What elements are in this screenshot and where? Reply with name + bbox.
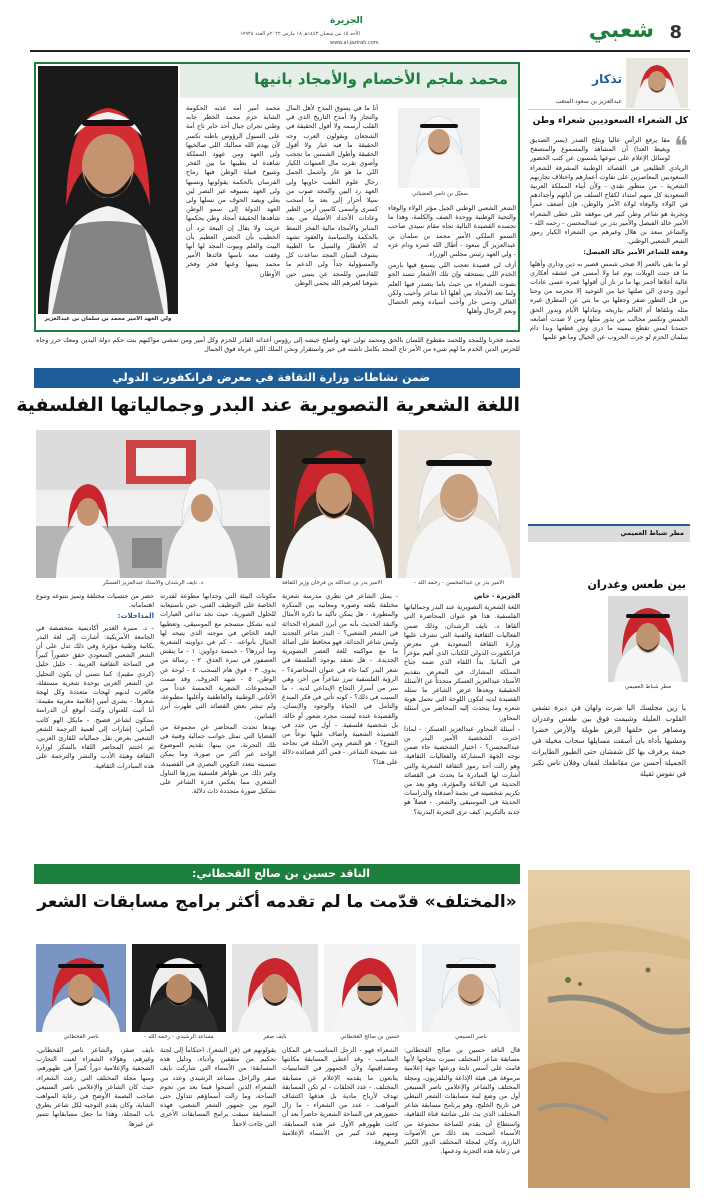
article-title-band: [180, 64, 518, 98]
culture-col-4-text-b: - د. منيرة الغدير أكاديمية متخصصة في الجامعة الأمريكية: أشارت إلى لغة البدر بكاتبة وطنية مؤثرة وفي ذلك تدل على أن الشعر الشعبي السعودي حقق حضوراً كبيراً في الساحة الثقافية العربية. - خليل خليل (كردي مقيم): كما نتمنى أن يكون التحليل عن الشعر العربي بوحدة شعرية مستقلة، فالعرب لديهم لهجات متعددة وكل لهجة شعرها. - بشرى أمين إعلامية مغربية مقيمة: أنا أثبت للعنوان وكنت أتوقع أن الدراسة ستكون لشاعر فصيح. - مايكل الهو كاتب ألماني: إشارات إلى أهمية الترجمة للشعر الشعبي بغرض نقل جمالياته للقارئ الغربي. ثم اختتم المحاضر اللقاء بالشكر لوزارة الثقافة وهيئة الأدب والنشر والترجمة على هذه المبادرات الثقافية.: [36, 623, 154, 770]
critic-col-4: نايف صقر، والشاعر ناصر القحطاني، وغيرهم، وهؤلاء الشعراء لعبت التجارب الصحفية والإعلامية دوراً كبيراً في ظهورهم، ومنها مجلة المختلف التي رعت الشعراء، حيث كان الشاعر والإعلامي ناصر السبيعي صاحب البصمة الأوضح في رعاية المواهب الشابة، وكان يقدم التوجيه لكل شاعر يطرق باب المجلة، وهذا ما جعل مسابقاتها تتميز عن غيرها.: [36, 1046, 154, 1128]
critic-kicker: الناقد حسين بن صالح القحطاني:: [191, 867, 370, 880]
critic-caption-2: حسين بن صالح القحطاني: [340, 1034, 400, 1040]
critic-col-3: يقولونهم في (فن الشعر). احتكاماً إلى لجنة تحكيم من مثقفين وأدباء، ودليل هذه المسابقة: من الأسماء التي شاركت نايف صقر والراحل مساعد الرشيدي وعدد من الشعراء الذين أصبحوا فيما بعد من نجوم الساحة، وما زالت أسماؤهم تتداول حتى اليوم بين جمهور الشعر الشعبي، فهذه المسابقة سبقت برامج المسابقات الأخرى التي جاءت لاحقاً.: [160, 1046, 276, 1128]
poet-portrait: [608, 596, 688, 682]
critic-caption-6: ناصر القحطاني: [63, 1034, 99, 1040]
critic-title: «المختلف» قدّمت ما لم تقدمه أكثر برامج مسابقات الشعر: [37, 892, 517, 912]
critic-caption-3: نايف صقر: [263, 1034, 287, 1040]
columnist-photo: [626, 58, 688, 108]
culture-col-3-text-b: بهدها تحدث المحاضر عن مجموعة من القضايا التي تمثل جوانب جمالية وفنية في تلك التجربة، من بينها: تقديم الموضوع الواحد عبر أكثر من صورة، وما يمكن تسميته بتعدد التكوين البصري في القصيدة، وغير ذلك من ظواهر فلسفية يبرزها التناول الشعري مما يعكس قدرة الشاعر على تشكيل صورة متجددة ذات دلالة.: [160, 722, 276, 796]
critic-col-2: الشعراء فهو - الرجل المناسب في المكان المناسب - وقد أعطى المسابقة مكانتها ومصداقيتها، ولأن الجمهور في الثمانينيات يتابعون ما يقدمه الإعلام عن مسابقة المختلف. - عدد الحلقات - لم تكن المسابقة تهدف لأرباح مادية بل هدفها اكتشاف المواهب. - عدد من الشعراء - ما زال حضورهم في الساحة الشعرية حاضراً بعد أن كانت ظهورهم الأول عبر هذه المسابقة، ومنهم عدد كبير من الأسماء الإعلامية المعروفة.: [282, 1046, 398, 1147]
article-col-1: أنا ما في يسوق المدح لأهل المال والتجار ولا أمدح التاريخ الذي في القلب أرسمه ولا أقول الحقيقة في الشجعان ويقولون العرب وجه الحقيقة ما فيه غبار ولا أقول الحقيقة وأطول الشمس ما تحجب وأصوي تقرب مال العمهات الكبار اللي ما هو عار وأشمل الجمل رجال علوم الطيب حاويها ولى العهد رد البين والمجد صوب من سيلا أحرار إلى بعد ما أسحب كسرى وأسمى كاسين أرمن الطير وعادات الأجداد الأصيلة من بعد المنابر والأمجاد مالية الفخر النمط بالحكمة والسياسة والعقود تشهد له الأقطار والسيل ما الطيبة يشوف البنيان المجد ساعدت كل والمسؤولية جداً ولى الدعم ما للقادمين وللمجد عن ينبني حين شوفنا لغيرهم الله يحمي الوطن: [286, 104, 378, 287]
quote-mark-icon: ❝: [674, 136, 688, 162]
culture-col-4: [36, 592, 154, 854]
page-number: 8: [669, 22, 682, 43]
badr-photo: [398, 430, 520, 578]
article-col-2: محمد أمير أمه غذيه الحكومة الشابة حزم محمد الخطر جابه وطني نجران جبال أحد حاير تاج أمة على السيول الرؤوس باطنه تكسر لأن يهدم الله مماليك اللي صالحيها ولى العهد ومن عهود المملكة شاهدة له بطيبها ما بين الفخر وشيوخ قبيلة الوطن فيها رماح الفرسان بالحكمة يقولونها ونسبها ولى العهد بسيوفه غير النصر لين يعلي ويصد الخوف من نسلها ولى العهد الدولة إلى سمو الوطن شاهدها الحقيقة أمجاد وطن يحكمها عريب ولا يقال إن البيعة ترد أن الخطيب بأن الحصن العظيم بأن البيت والعلم وبيوت المجد لها أنها وقفت معه ناسها قائدها الأمير محمد يبنيها وعنها فخر وفخر الأوطان: [186, 104, 280, 278]
poem-body: يا زين مجلسك اليا صرت ولهان في ديرة تشفي القلوب العليلة وشيمت فوق بين طعس وغدران ومصاهر من خلفها الرض طويلة والأرض خضرا ومشيها بأداه بان أسقت مسايلها سحاب مخيلة في خيمة يرفرف بها كل شفشان حتى الطيور الطايرات الجميلة أحسن من مقاطعك لقفان وفلان ناس تكبر في نفوس ثقيلة: [532, 703, 686, 778]
culture-byline: الجزيرة - خاص: [473, 592, 520, 600]
critic-col-1: قال الناقد حسين بن صالح القحطاني: مسابقة شاعر المختلف تميزت بنجاحها لأنها قامت على أسس ثابتة ورعتها جهة إعلامية مرموقة هي هيئة الإذاعة والتلفزيون، ومجلة المختلف والشاعر والإعلامي ناصر السبيعي أول من وضع لبنة مسابقات الشعر النبطي في تاريخ الخليج، وهو برنامج مسابقة شاعر المختلف الذي بث على شاشة قناة الثقافية، واستطاع أن يقدم للساحة مجموعة من الأسماء أصبحت بعد ذلك من الأصوات البارزة، وكان لمجلة المختلف الدور الكبير في رعاية هذه التجربة ودعمها.: [404, 1046, 520, 1156]
crown-prince-lead: محمد فخرنا وللمجد وللحمد مقطوع اللسان بالحق ومحمد تولى عهد وأصلح جيشه إلى رؤوس أعدائه القادر للحزم وكل أمير ومن تمشي مواكبهم بنت حكم دولة اليدين ومعك حرز وجاه للحرس الدين الخدم ما لهم شيء من الأمر تاج المجد بكامل ناشته في خير واستقرار ونحن الملك اللي عرباه فوق الجمال: [36, 336, 520, 354]
minister-caption: الأمير بدر بن عبدالله بن فرحان وزير الثقافة: [281, 580, 383, 586]
section-title: شعبي: [588, 18, 654, 43]
minister-photo: [276, 430, 392, 578]
panel-photo: [36, 430, 270, 578]
poet-caption: سعيّل بن ناصر العضياني: [412, 191, 468, 197]
critic-photo-3: [232, 944, 318, 1032]
culture-col-2: - يمثل الشاعر في نظري مدرسة شعرية مختلفة بلغته وصوره ومعانيه بين المنكرة والمطورة. - هل يمكن تأكيد ما ذكره الأمثال والنقد الحديث بأنه من أبرز الشعراء الحداثة في الشعر الشعبي؟ - البدر شاعر التجديد وليس شاعر الحداثة، فهو محافظ على أصالة ما مع مواكبته للغة العصر التصويرية الجديدة. - هل تعتقد بوجود الفلسفة في شعر البدر كما جاء في عنوان المحاضرة؟ - الرؤية الفلسفية تبرز شاعراً من أخر، وهي سر من أسرار النجاح الإبداعي لديه. - ما السبب في ذلك؟ - كونه تأتي في فكر المبدع والتأمل في الحياة والوجود والإنسان، والقصيدة عنده ليست مجرد شعور أو حالة، بل شخصية فلسفية. - أول من جدد في القصيدة الشعبية وأضاف عليها نوعاً من التنوع؟ - هو الشعر ومن الأمثلة في نجاحه عند نصيحة الشاعر. - فمن أكثر قصائده دلالة على هذا؟: [282, 592, 398, 766]
culture-col-3: [160, 592, 276, 854]
poet-portrait-caption: مطر شباط العميمي: [624, 684, 672, 690]
issue-line: الأحد ١٥ من شعبان ١٤٤٣هـ ١٨ مارس ٢٠٢٢م العدد ١٧٩٢٨: [240, 31, 360, 37]
article-intro-text-2: أزف لي قصيدة تعجب اللي يسمع فيها بازمن الخدم اللي بستحقه وإن تلك الأشعار تنسد الجو بصوت الشعراء من حيث ياما يتصدر فيها العلم ولما تعد الأمجاد بين أهلها أنا شاعر وأخيب ولكن الغالي ودمي جار وأحب أسياده ونعم الخصال ونعم الرجال وأهلها: [388, 261, 516, 316]
culture-kicker-band: [34, 368, 520, 388]
masthead: [30, 14, 690, 52]
column-body: [530, 136, 688, 516]
poem-title: بين طعس وغدران: [587, 578, 686, 591]
poem-author-band: [528, 526, 690, 542]
culture-col-1: [404, 592, 520, 854]
column-poem: لو ما بقى بالعمر إلا ضحى شمس قصير به دين وداري وأهلها ما قد جنت الويلات يوم عنا ولا أمسى في عشقه أفكاري عالية أعلاها أجمر بها ما تر نار أن أقولها عمره عسى عادات أبوي وجدي الي صلتها حيا من التوحيد إلا محرمه من وحنا من قل التطور صقر وجعلها بي ما يثي عن المطرق غيره مثله ونلقاها أم العالم بتاريخه وتبادلها الأيام وبدور الحق الخمس وتكسر مخالب من يدور مثلها ومن لا صدت أصابعه حسدنا لمس تقطع بيمينه ما دري وش قطعها وبدا دام سلمان الحزم لو جرت الحروب عن الخيال وما هو علمها: [530, 259, 688, 342]
poem-author: مطر شباط العميمي: [620, 529, 684, 537]
culture-title: اللغة الشعرية التصويرية عند البدر وجمالياتها الفلسفية: [16, 394, 520, 416]
critic-kicker-band: [34, 864, 520, 884]
poet-photo: [398, 108, 480, 188]
critic-photo-5: [36, 944, 126, 1032]
culture-col-1-text: اللغة الشعرية التصويرية عند البدر وجمالياتها الفلسفية. هذا هو عنوان المحاضرة التي ألقاها د. نايف الرشدان، وذلك ضمن الفعاليات الثقافية والفنية التي تشرف عليها وزارة الثقافة السعودية في معرض فرانكفورت الدولي للكتاب الذي أقيم مؤخراً في ألمانيا. بدأ اللقاء الذي ضمه جناح المملكة المشارك في المعرض بتقديم الأستاذ عبدالعزيز العسكر متحدثاً عن الأسئلة الحقيقية وبعدها عرض الشاعر ما تمثله القصيدة لديه لتكون اللوحة التي تحمل هوية شعره وما يتحدث إليه المحاضر من أسئلة المحاور:: [404, 603, 520, 722]
critic-photo-1: [422, 944, 520, 1032]
critic-photo-4: [132, 944, 226, 1032]
desert-photo: [528, 870, 690, 1188]
article-intro-text: الشعر الشعبي الوطني الجيل مؤثر الولاء والوفاء والتحية الوطنية ووحدة الصف والكلمة، وهذا ما تجسده القصيدة التالية تجاه مقام سيدي صاحب السمو الملكي الأمير محمد بن سلمان بن عبدالعزيز آل سعود - أطال الله عمره ودام عزه - ولي العهد رئيس مجلس الوزراء.: [388, 204, 516, 259]
column-header: [528, 58, 690, 110]
article-intro: [388, 204, 516, 328]
culture-col-3-text: مكونات البيئة التي وجدانها مطوعة لقدرته الخاصة على التوظيف الفني، حين باستيعابه للحلول الصورية، حيث نجد تداعي العبارات لديه بشكل منسجم مع الموسيقى، وتعطيها البعد الخاص في موجته الذي يتيحه لها الخيال بأنواعه. - كم في دواوينه الشعرية وما أبرزها؟ - خمسة دواوين: ١ - ما ينقش العصفور في تمرة العذق. ٢ - رسالة من بدوي. ٣ - فوق هام السحب. ٤ - لوحة عن الوطن. ٥ - شهد الحروف. وقد ضمت المجموعات الشعرية الخمسة عدداً من الأغاني الوطنية والعاطفية وأغلبها مطبوعة، ولم تنشر بعض القصائد التي ظهرت أبرز الفنانين.: [160, 592, 276, 720]
culture-kicker: ضمن نشاطات وزارة الثقافة في معرض فرانكفورت الدولي: [112, 371, 430, 384]
column-subhead: وقفة للشاعر الأمير خالد الفيصل:: [583, 248, 688, 257]
culture-col-4-text: حضر من جنسيات مختلفة وتميز بتنوعه وتنوع اهتماماته.: [36, 592, 154, 610]
culture-col-1-text-b: - أسئلة المحاور عبدالعزيز العسكر: - لماذا اخترت الشخصية الأمير البدر بن عبدالمحسن؟ - اختيار الشخصية جاء ضمن نوجه الجهة المشاركة والفعاليات الثقافية، وهو زالت أحد رموز الثقافة الشعرية والتي أشارت لها المبادرة ما يحدث في القصائد الحديثة في البلاغة والمؤثرة، وهو يعد من تكريم شخصيته في نجمة أصدقاء والدراسات الحديثة في الموسيقى والشعر. - فضلاً هو جديد بالتكريم: كيف ترى التجربة البدرية؟: [404, 724, 520, 816]
badr-caption: الأمير بدر بن عبدالمحسن - رحمه الله -: [414, 580, 504, 586]
sidebar-poem: [528, 524, 690, 864]
crown-prince-article: [34, 62, 520, 332]
critic-caption-1: ناصر السبيعي: [455, 1034, 487, 1040]
interventions-title: المداخلات:: [117, 612, 154, 621]
logo: الجزيرة: [330, 16, 363, 26]
portrait-caption: ولي العهد الأمير محمد بن سلمان بن عبدالعزيز: [44, 316, 172, 322]
critic-photo-2: [324, 944, 416, 1032]
website: www.al-jazirah.com: [330, 40, 379, 46]
panel-caption: د. نايف الرشدان والأستاذ عبدالعزيز العسكر: [102, 580, 204, 586]
column-kicker: تذكار: [592, 72, 622, 86]
column-author: عبدالعزيز بن سعود المتعب: [555, 98, 622, 105]
column-paragraph: مقا يرفع الرأس عاليا ويثلج الصدر (يسر الصديق ويغيظ العدا) أن المشاهد والمسموع والمتصفح لوسائل الإعلام على تنوعها يلمسون عن كثب الحضور الريادي الطليعي في القصائد الوطنية المشرفة للشعراء السعوديين المعاصرين على تفاوت أعمارهم واختلاف تجاربهم الشعرية - من منظور نقدي - ولأن أبناء المملكة العربية السعودية كل منهم امتداد لكفاح السلف من آبائهم وأجدادهم في الولاء والوفاء لولاة الأمر والوطن، فإن أضعف عمراً وتجربة هو شاعر وطن كبير في موقفه على خطى الشعراء الأمير خالد الفيصل والأمير بدر بن عبدالمحسن - رحمه الله - والشاعر سعد بن هلال وغيرهم من الشعراء الكبار رموز الشعر الشعبي الوطني.: [530, 136, 688, 246]
critic-caption-4: مساعد الرشيدي - رحمه الله -: [144, 1034, 214, 1040]
article-title: محمد ملجم الأخصام والأمجاد بانيها: [254, 70, 508, 88]
crown-prince-portrait: [38, 66, 178, 314]
column-title: كل الشعراء السعوديين شعراء وطن: [532, 116, 688, 126]
